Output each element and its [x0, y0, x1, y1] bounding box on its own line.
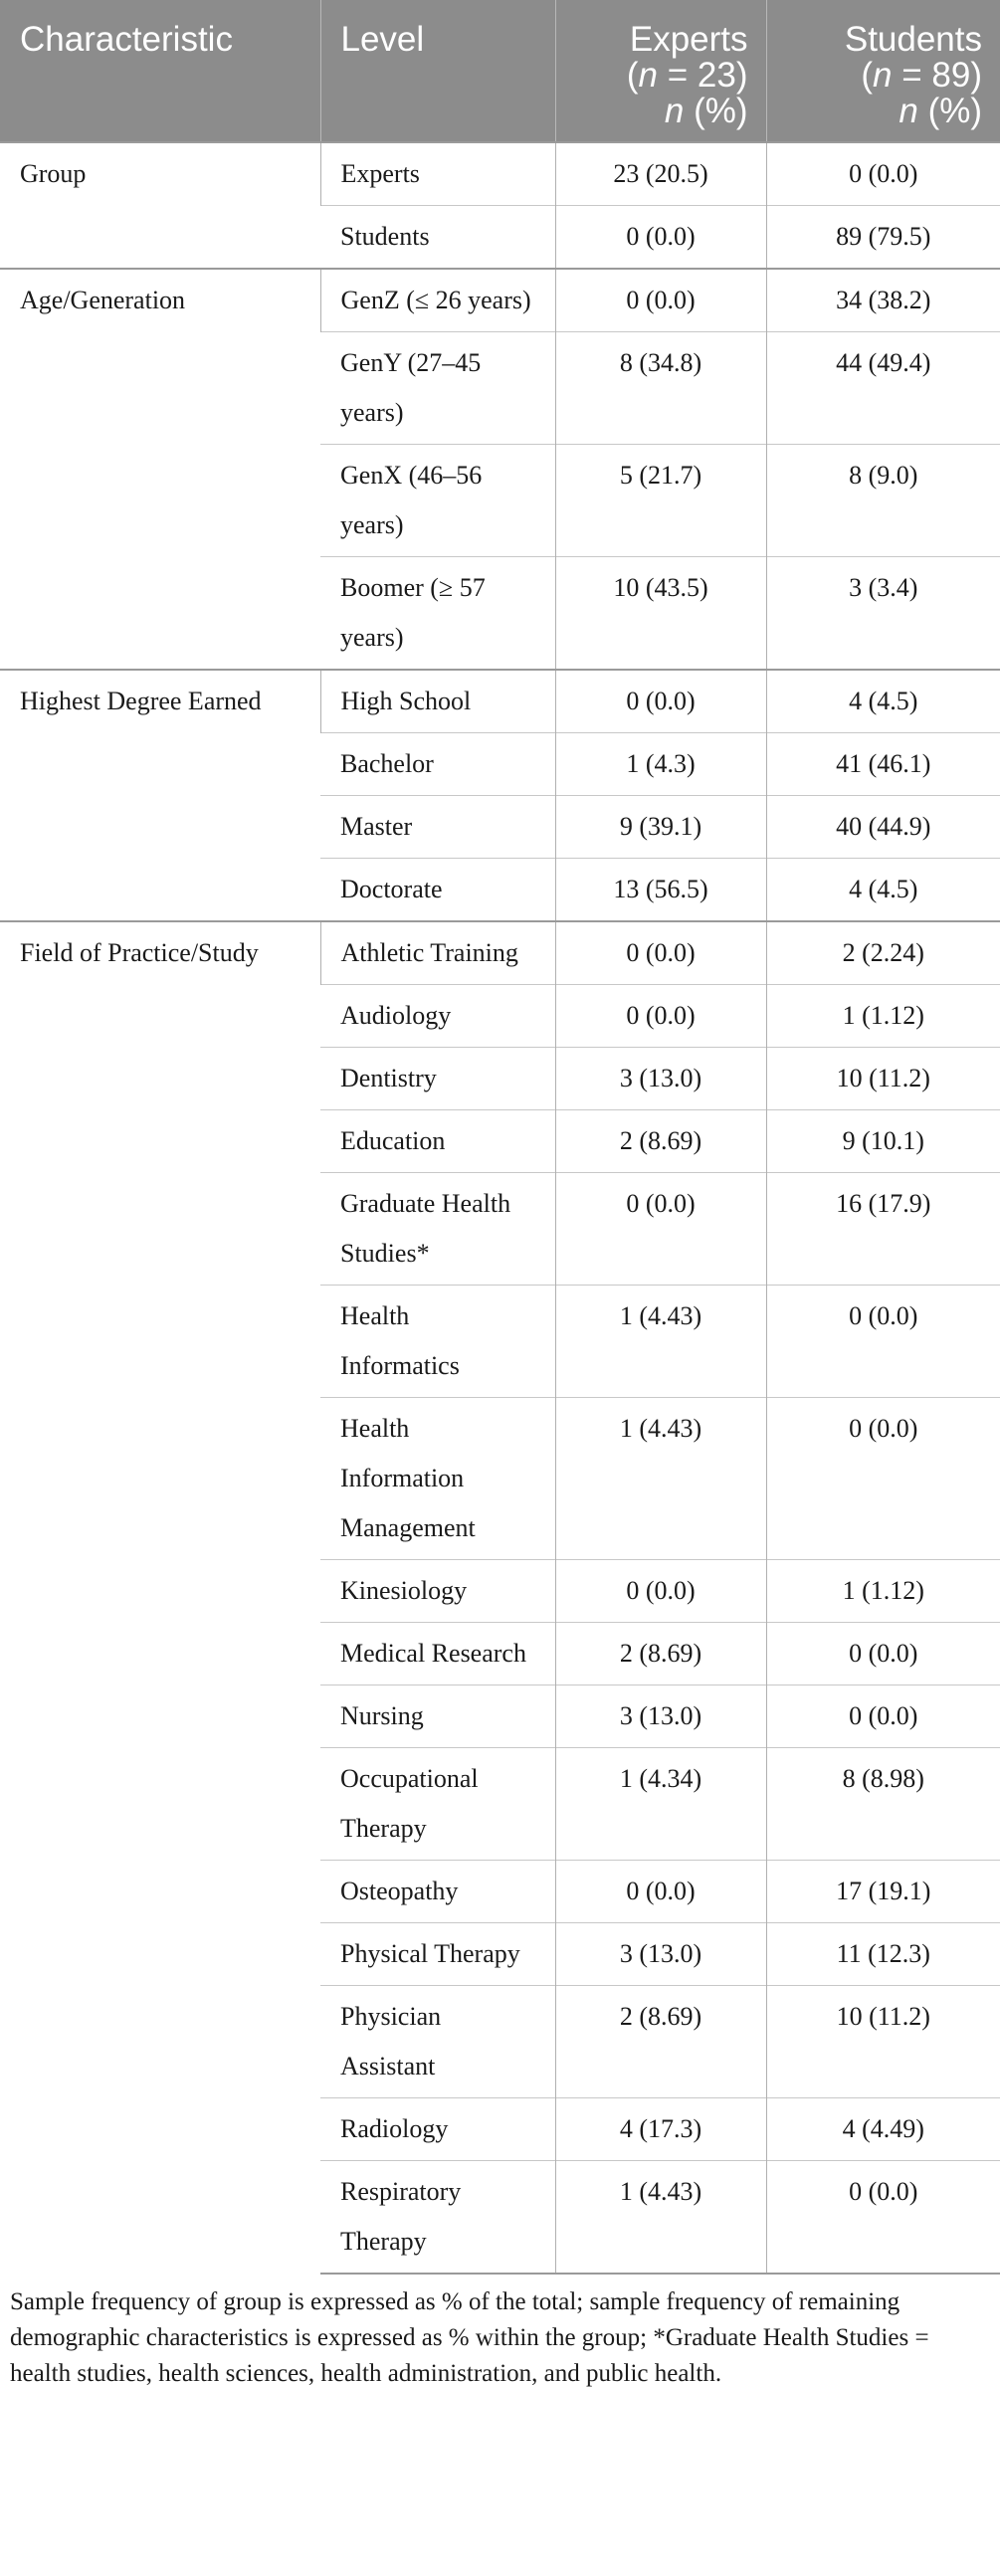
header-level: Level: [320, 0, 555, 142]
level-cell: Experts: [320, 142, 555, 206]
students-value-cell: 44 (49.4): [766, 332, 1000, 445]
header-students-n: (n = 89): [861, 56, 982, 95]
experts-value-cell: 8 (34.8): [555, 332, 766, 445]
experts-value-cell: 0 (0.0): [555, 985, 766, 1048]
level-cell: Master: [320, 796, 555, 859]
students-value-cell: 16 (17.9): [766, 1173, 1000, 1286]
table-header: [0, 0, 1000, 142]
experts-value-cell: 0 (0.0): [555, 1861, 766, 1923]
experts-value-cell: 3 (13.0): [555, 1923, 766, 1986]
experts-value-cell: 1 (4.43): [555, 2161, 766, 2275]
students-value-cell: 8 (9.0): [766, 445, 1000, 557]
level-cell: Medical Research: [320, 1623, 555, 1685]
students-value-cell: 0 (0.0): [766, 1398, 1000, 1560]
students-value-cell: 10 (11.2): [766, 1048, 1000, 1110]
experts-value-cell: 3 (13.0): [555, 1685, 766, 1748]
students-value-cell: 11 (12.3): [766, 1923, 1000, 1986]
students-value-cell: 0 (0.0): [766, 1623, 1000, 1685]
experts-value-cell: 23 (20.5): [555, 142, 766, 206]
level-cell: Athletic Training: [320, 921, 555, 985]
characteristic-cell: Highest Degree Earned: [0, 670, 320, 921]
level-cell: Audiology: [320, 985, 555, 1048]
experts-value-cell: 0 (0.0): [555, 670, 766, 733]
students-value-cell: 0 (0.0): [766, 1286, 1000, 1398]
students-value-cell: 0 (0.0): [766, 1685, 1000, 1748]
experts-value-cell: 0 (0.0): [555, 921, 766, 985]
experts-value-cell: 4 (17.3): [555, 2098, 766, 2161]
experts-value-cell: 10 (43.5): [555, 557, 766, 671]
students-value-cell: 9 (10.1): [766, 1110, 1000, 1173]
characteristic-cell: Age/Generation: [0, 269, 320, 670]
table-footnote: Sample frequency of group is expressed as % of the total; sample frequency of remaining demographic characteristics is expressed as % within the group; *Graduate Health Studies = health studies, health sciences, health administration, and public health.: [10, 2288, 929, 2387]
students-value-cell: 17 (19.1): [766, 1861, 1000, 1923]
header-row: [0, 0, 1000, 142]
students-value-cell: 3 (3.4): [766, 557, 1000, 671]
students-value-cell: 2 (2.24): [766, 921, 1000, 985]
header-characteristic: Characteristic: [0, 0, 320, 142]
students-value-cell: 1 (1.12): [766, 985, 1000, 1048]
header-experts-label: Experts: [629, 20, 748, 59]
level-cell: Education: [320, 1110, 555, 1173]
experts-value-cell: 9 (39.1): [555, 796, 766, 859]
header-students: [766, 0, 1000, 142]
experts-value-cell: 3 (13.0): [555, 1048, 766, 1110]
header-students-unit: n (%): [899, 92, 982, 130]
level-cell: Physical Therapy: [320, 1923, 555, 1986]
students-value-cell: 34 (38.2): [766, 269, 1000, 332]
table-row: [0, 269, 1000, 332]
experts-value-cell: 1 (4.3): [555, 733, 766, 796]
level-cell: GenZ (≤ 26 years): [320, 269, 555, 332]
table-body: [0, 142, 1000, 2274]
header-experts-n: (n = 23): [626, 56, 748, 95]
table-row: [0, 921, 1000, 985]
experts-value-cell: 1 (4.43): [555, 1398, 766, 1560]
level-cell: Radiology: [320, 2098, 555, 2161]
experts-value-cell: 1 (4.43): [555, 1286, 766, 1398]
experts-value-cell: 2 (8.69): [555, 1110, 766, 1173]
level-cell: Dentistry: [320, 1048, 555, 1110]
experts-value-cell: 0 (0.0): [555, 206, 766, 270]
students-value-cell: 4 (4.49): [766, 2098, 1000, 2161]
experts-value-cell: 0 (0.0): [555, 1173, 766, 1286]
students-value-cell: 0 (0.0): [766, 2161, 1000, 2275]
level-cell: Health Information Management: [320, 1398, 555, 1560]
characteristic-cell: Field of Practice/Study: [0, 921, 320, 2274]
header-experts-unit: n (%): [664, 92, 748, 130]
students-value-cell: 8 (8.98): [766, 1748, 1000, 1861]
level-cell: GenY (27–45 years): [320, 332, 555, 445]
experts-value-cell: 0 (0.0): [555, 1560, 766, 1623]
students-value-cell: 4 (4.5): [766, 670, 1000, 733]
students-value-cell: 89 (79.5): [766, 206, 1000, 270]
table-row: [0, 142, 1000, 206]
experts-value-cell: 13 (56.5): [555, 859, 766, 922]
level-cell: High School: [320, 670, 555, 733]
students-value-cell: 41 (46.1): [766, 733, 1000, 796]
level-cell: Students: [320, 206, 555, 270]
experts-value-cell: 2 (8.69): [555, 1623, 766, 1685]
level-cell: Boomer (≥ 57 years): [320, 557, 555, 671]
level-cell: Respiratory Therapy: [320, 2161, 555, 2275]
level-cell: Physician Assistant: [320, 1986, 555, 2098]
experts-value-cell: 0 (0.0): [555, 269, 766, 332]
level-cell: Graduate Health Studies*: [320, 1173, 555, 1286]
table-row: [0, 670, 1000, 733]
level-cell: Osteopathy: [320, 1861, 555, 1923]
students-value-cell: 40 (44.9): [766, 796, 1000, 859]
students-value-cell: 4 (4.5): [766, 859, 1000, 922]
characteristic-cell: Group: [0, 142, 320, 269]
level-cell: Kinesiology: [320, 1560, 555, 1623]
students-value-cell: 0 (0.0): [766, 142, 1000, 206]
students-value-cell: 10 (11.2): [766, 1986, 1000, 2098]
level-cell: Nursing: [320, 1685, 555, 1748]
header-experts: [555, 0, 766, 142]
experts-value-cell: 2 (8.69): [555, 1986, 766, 2098]
level-cell: GenX (46–56 years): [320, 445, 555, 557]
level-cell: Bachelor: [320, 733, 555, 796]
level-cell: Health Informatics: [320, 1286, 555, 1398]
experts-value-cell: 5 (21.7): [555, 445, 766, 557]
experts-value-cell: 1 (4.34): [555, 1748, 766, 1861]
level-cell: Doctorate: [320, 859, 555, 922]
level-cell: Occupational Therapy: [320, 1748, 555, 1861]
header-students-label: Students: [844, 20, 982, 59]
students-value-cell: 1 (1.12): [766, 1560, 1000, 1623]
